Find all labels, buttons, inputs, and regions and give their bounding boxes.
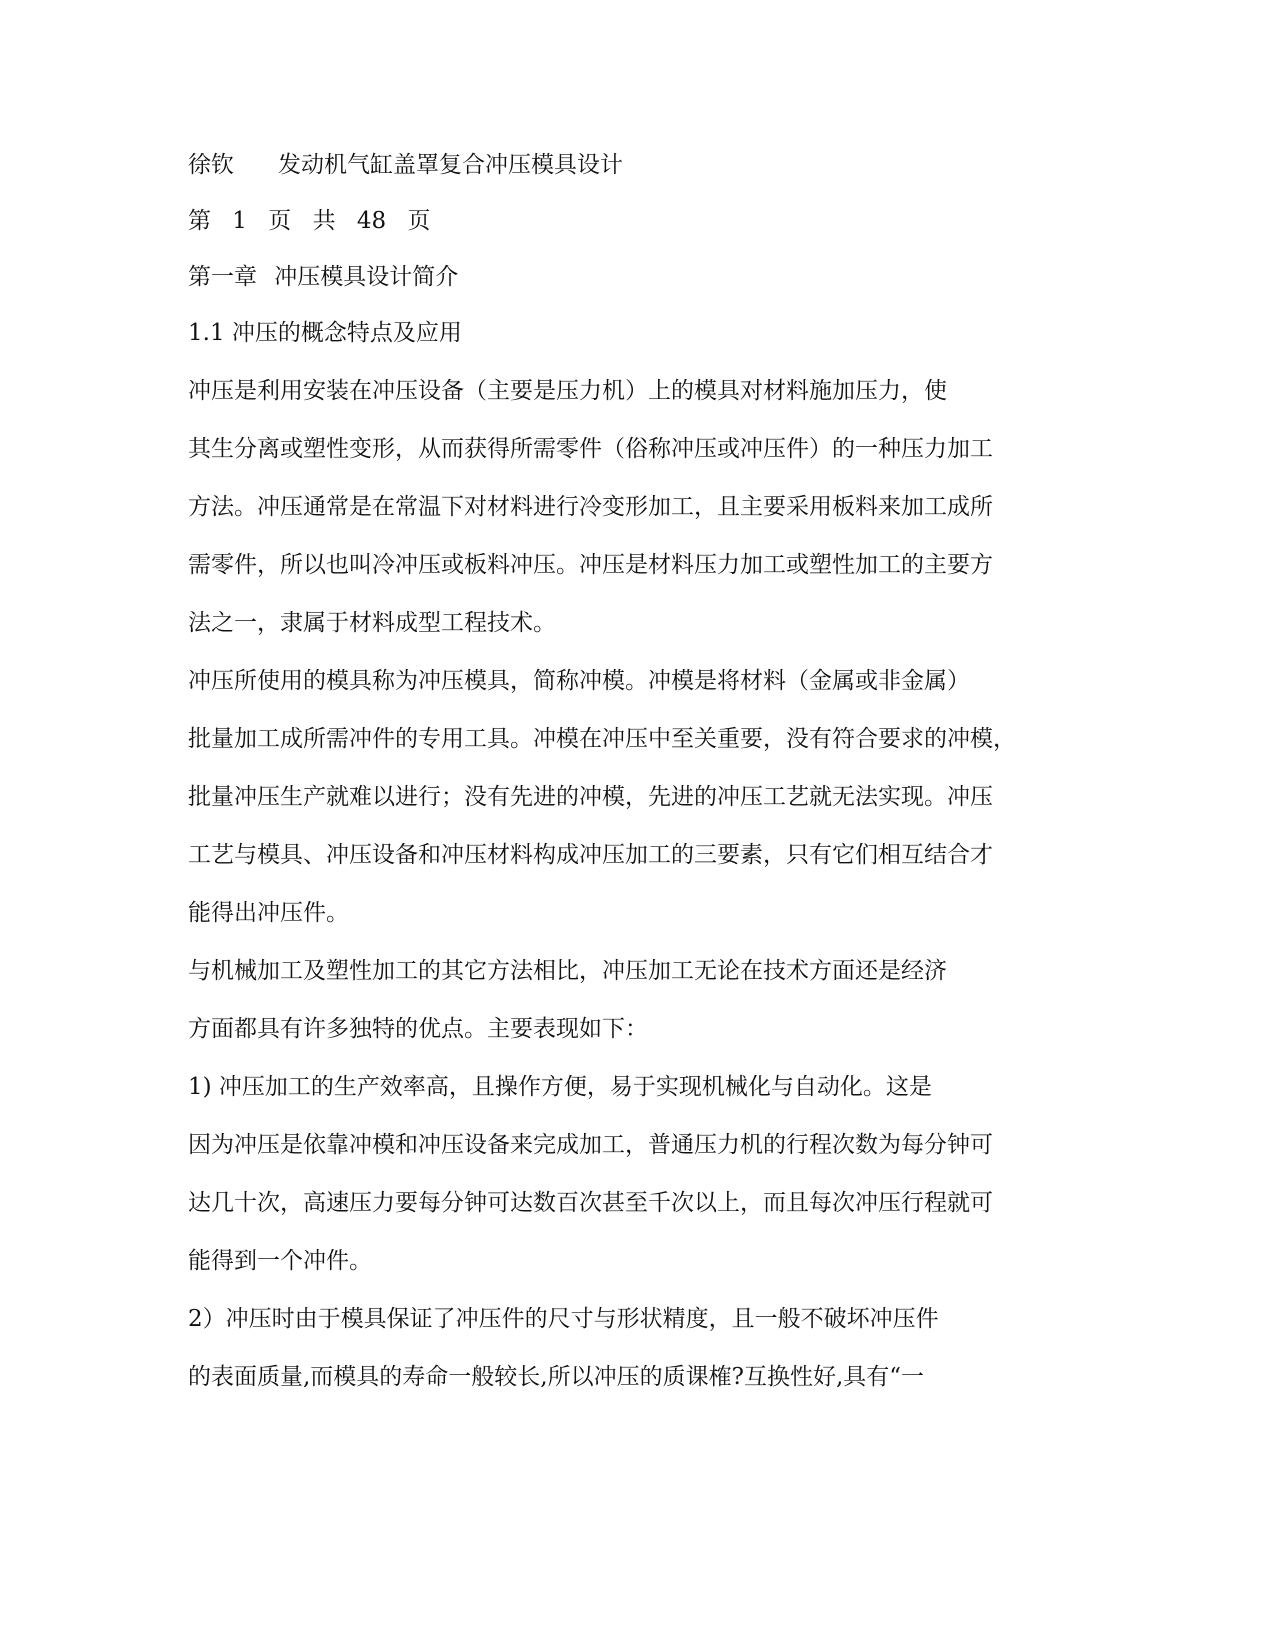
page-info: 第 1 页 共 48 页 [188, 208, 431, 234]
body-line: 1) 冲压加工的生产效率高，且操作方便，易于实现机械化与自动化。这是 [188, 1074, 932, 1100]
body-line: 批量冲压生产就难以进行；没有先进的冲模，先进的冲压工艺就无法实现。冲压 [188, 784, 993, 810]
body-line: 法之一，隶属于材料成型工程技术。 [188, 610, 556, 636]
document-title: 发动机气缸盖罩复合冲压模具设计 [278, 152, 623, 178]
body-line: 方面都具有许多独特的优点。主要表现如下： [188, 1016, 648, 1042]
body-line: 工艺与模具、冲压设备和冲压材料构成冲压加工的三要素，只有它们相互结合才 [188, 842, 993, 868]
author-name: 徐钦 [188, 152, 234, 178]
body-line: 批量加工成所需冲件的专用工具。冲模在冲压中至关重要，没有符合要求的冲模， [188, 726, 1016, 752]
header-line [188, 150, 623, 180]
body-line: 达几十次，高速压力要每分钟可达数百次甚至千次以上，而且每次冲压行程就可 [188, 1190, 993, 1216]
chapter-title: 第一章 冲压模具设计简介 [188, 264, 459, 290]
body-line: 冲压是利用安装在冲压设备（主要是压力机）上的模具对材料施加压力，使 [188, 378, 947, 404]
body-line: 能得出冲压件。 [188, 900, 349, 926]
section-title: 1.1 冲压的概念特点及应用 [188, 320, 462, 346]
body-line: 方法。冲压通常是在常温下对材料进行冷变形加工，且主要采用板料来加工成所 [188, 494, 993, 520]
body-line: 2）冲压时由于模具保证了冲压件的尺寸与形状精度，且一般不破坏冲压件 [188, 1306, 939, 1332]
body-line: 的表面质量,而模具的寿命一般较长,所以冲压的质课榷?互换性好,具有“一 [188, 1364, 925, 1390]
body-line: 冲压所使用的模具称为冲压模具，简称冲模。冲模是将材料（金属或非金属） [188, 668, 970, 694]
body-line: 其生分离或塑性变形，从而获得所需零件（俗称冲压或冲压件）的一种压力加工 [188, 436, 993, 462]
body-line: 需零件，所以也叫冷冲压或板料冲压。冲压是材料压力加工或塑性加工的主要方 [188, 552, 993, 578]
body-line: 能得到一个冲件。 [188, 1248, 372, 1274]
body-line: 与机械加工及塑性加工的其它方法相比，冲压加工无论在技术方面还是经济 [188, 958, 947, 984]
body-line: 因为冲压是依靠冲模和冲压设备来完成加工，普通压力机的行程次数为每分钟可 [188, 1132, 993, 1158]
